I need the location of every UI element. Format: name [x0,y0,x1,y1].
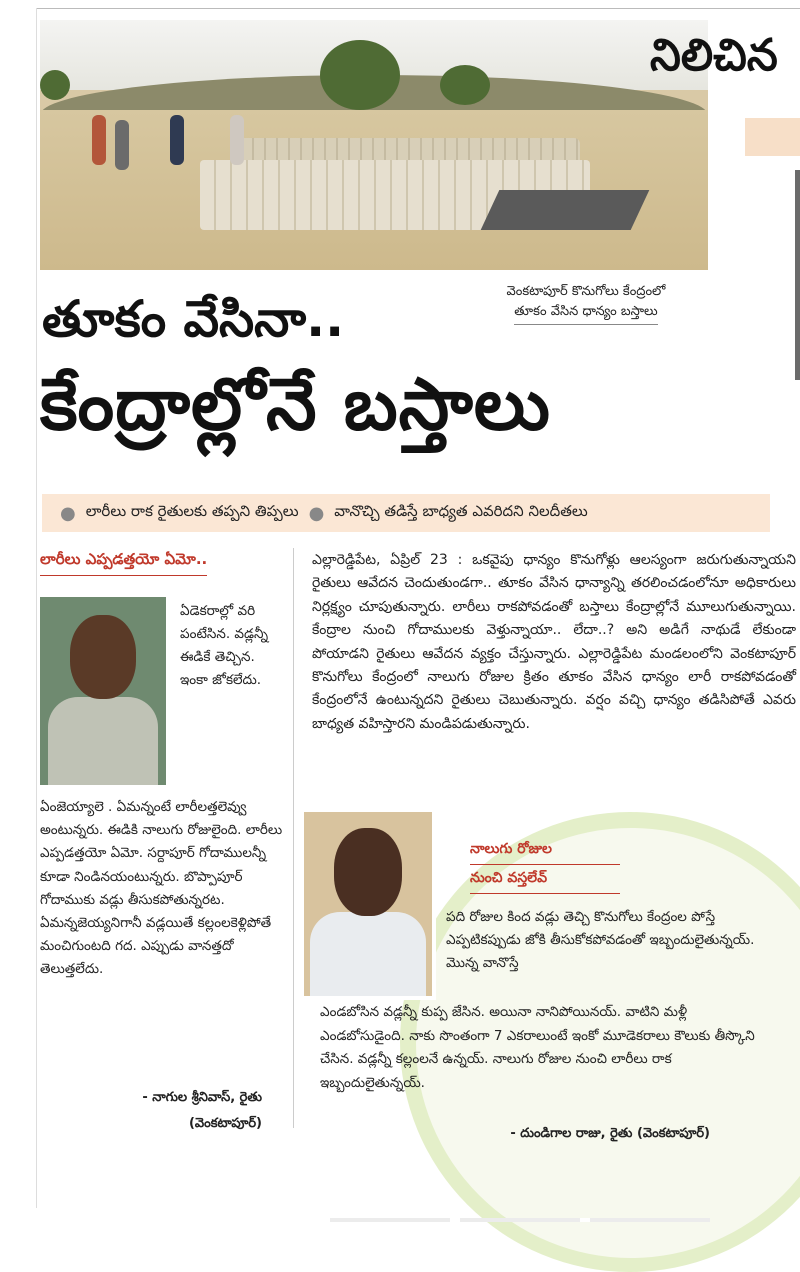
photo-caption-line2: తూకం వేసిన ధాన్యం బస్తాలు [514,302,657,325]
photo-worker [170,115,184,165]
highlights-bar [42,494,770,532]
article-body: ఎల్లారెడ్డిపేట, ఏప్రిల్‌ 23 : ఒకవైపు ధాన్యం కొనుగోళ్లు ఆలస్యంగా జరుగుతున్నాయని రైతులు ఆవేదన చెందుతుండగా.. తూకం వేసిన ధాన్యాన్ని తరలించడంలోనూ అధికారులు నిర్లక్ష్యం చూపుతున్నారు. లారీలు రాకపోవడంతో బస్తాలు కేంద్రాల్లోనే మూలుగుతున్నాయి. కేంద్రాల నుంచి గోదాములకు వెళ్తున్నాయా.. లేదా..? అని అడిగే నాథుడే లేకుండా పోయాడని రైతులు ఆవేదన వ్యక్తం చేస్తున్నారు. ఎల్లారెడ్డిపేట మండలంలోని వెంకటాపూర్‌ కొనుగోలు కేంద్రంలో నాలుగు రోజుల క్రితం తూకం వేసిన ధాన్యం లారీ రాకపోవడంతో కేంద్రంలోనే ఉంటున్నదని రైతులు చెబుతున్నారు. వర్షం వచ్చి ధాన్యం తడిసిపోతే ఎవరు బాధ్యత వహిస్తారని మండిపడుతున్నారు. [312,552,796,732]
farmer-photo-srinivas [40,597,166,785]
adjacent-photo-strip [795,170,800,380]
column-divider [293,548,294,1128]
sidebar-quote-heading: లారీలు ఎప్పడత్తయో ఏమో.. [40,550,207,576]
photo-tree [440,65,490,105]
circle-quote-heading-line1: నాలుగు రోజుల [470,836,620,865]
headline-line1: తూకం వేసినా.. [42,290,345,348]
adjacent-headline: నిలిచిన [650,30,778,81]
circle-quote-heading-line2: నుంచి వస్తలేవ్‌ [470,865,620,894]
sidebar-quote-text-bottom: ఏంజెయ్యాలె . ఏమన్నంటే లారీలత్తలెవ్వు అంటున్నరు. ఈడికి నాలుగు రోజులైంది. లారీలు ఎప్పడత్తయో ఏమో. సర్దాపూర్‌ గోదాములన్నీ కూడా నిండినయంటున్నరు. బొప్పాపూర్‌ గోదాముకు వడ్లు తీసుకపోతున్నరట. ఏమన్నజెయ్యనిగానీ వడ్లయితే కల్లంలకెళ్లిపోతే మంచిగుంటది గద. ఎప్పుడు వానత్తదో తెలుత్తలేదు. [40,799,283,978]
circle-quote-text-top: పది రోజుల కింద వడ్లు తెచ్చి కొనుగోలు కేంద్రంల పోస్తే ఎప్పటికప్పుడు జోకి తీసుకోకపోవడంతో ఇబ్బందులైతున్నయ్‌. మొన్న వానొస్తే [446,909,755,971]
top-border [36,8,800,9]
left-border [36,8,37,1208]
farmer-photo-raju [300,808,436,1000]
photo-tarp [481,190,650,230]
photo-caption [466,282,706,325]
photo-worker [115,120,129,170]
signature-name: - నాగుల శ్రీనివాస్‌, రైతు [142,1090,262,1105]
circle-quote-heading [470,836,620,894]
photo-tree [320,40,400,110]
highlight-item: లారీలు రాక రైతులకు తప్పని తిప్పలు [85,502,299,520]
bullet-icon: ● [60,502,76,524]
circle-quote-signature: - దుండిగాల రాజు, రైతు (వెంకటాపూర్‌) [510,1126,710,1141]
highlight-item: వానొచ్చి తడిస్తే బాధ్యత ఎవరిదని నిలదీతలు [334,502,588,520]
photo-tree [40,70,70,100]
photo-face [70,615,136,699]
bullet-icon: ● [308,502,325,524]
bottom-divider [330,1218,710,1222]
signature-place: (వెంకటాపూర్‌) [188,1116,262,1131]
photo-shirt [310,912,426,1000]
photo-worker [230,115,244,165]
adjacent-highlight-block [745,118,800,156]
lead-photo [40,20,708,270]
photo-face [334,828,402,916]
sidebar-quote-signature [40,1085,262,1137]
photo-caption-line1: వెంకటాపూర్‌ కొనుగోలు కేంద్రంలో [506,284,666,299]
headline-line2: కేంద్రాల్లోనే బస్తాలు [40,362,551,446]
sidebar-quote-text-top: ఏడెకరాల్లో వరి పంటేసిన. వడ్లన్నీ ఈడికే తెచ్చిన. ఇంకా జోకలేదు. [180,603,269,688]
circle-quote-text-bottom: ఎండబోసిన వడ్లన్నీ కుప్ప జేసిన. అయినా నానిపోయినయ్‌. వాటిని మళ్లీ ఎండబోసుడైంది. నాకు సొంతంగా 7 ఎకరాలుంటే ఇంకో మూడెకరాలు కౌలుకు తీస్కొని చేసిన. వడ్లన్నీ కల్లంలనే ఉన్నయ్‌. నాలుగు రోజుల నుంచి లారీలు రాక ఇబ్బందులైతున్నయ్‌. [320,1004,755,1091]
photo-shirt [48,697,158,785]
photo-worker [92,115,106,165]
